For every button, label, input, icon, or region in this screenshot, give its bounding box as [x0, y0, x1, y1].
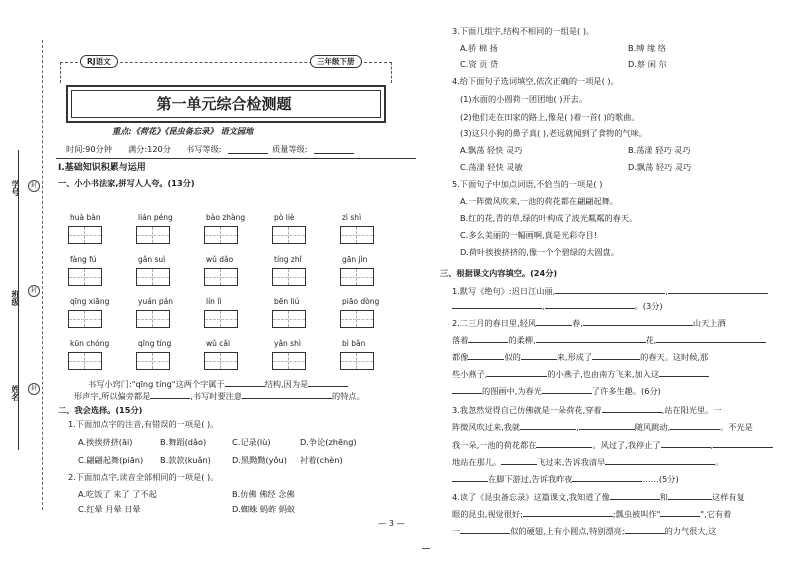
pinyin-label: bēn liú	[274, 297, 300, 306]
writing-grade-label: 书写等级:	[186, 144, 222, 154]
q4-2: (2)他们走在田家的路上,像是( )着一首( )的歌曲。	[460, 112, 640, 122]
time-label: 时间:90分钟	[66, 144, 112, 154]
writing-grid[interactable]	[204, 268, 238, 286]
writing-grid[interactable]	[68, 310, 102, 328]
q2-1-option: B.舞蹈(dǎo)	[160, 437, 207, 447]
writing-grid[interactable]	[272, 268, 306, 286]
writing-grid[interactable]	[204, 352, 238, 370]
grid-cell[interactable]	[153, 353, 169, 369]
grid-cell[interactable]	[205, 353, 221, 369]
q3-option: A.骄 棉 扬	[460, 43, 498, 53]
fill-3-line2: 阵微风吹过来,我就 , 随风跳动, 。不光是	[452, 422, 753, 432]
grid-cell[interactable]	[69, 269, 85, 285]
q4-option: B.荡漾 轻巧 灵巧	[628, 145, 691, 155]
writing-grid[interactable]	[340, 268, 374, 286]
grid-cell[interactable]	[137, 353, 153, 369]
q2-2: 2.下面加点字,读音全部相同的一项是( )。	[68, 472, 219, 482]
q2-1-option: C.翩翩起舞(piān)	[78, 455, 144, 465]
grid-cell[interactable]	[273, 227, 289, 243]
q5-option: A.一阵微风吹来,一池的荷花都在翩翩起舞。	[460, 196, 619, 206]
grid-cell[interactable]	[205, 227, 221, 243]
pinyin-label: bì bǎn	[342, 339, 366, 348]
fill-4-line2: 眼的昆虫,视觉很好; ;瓢虫被叫作" ",它有着	[452, 509, 732, 519]
q4-option: C.荡漾 轻快 灵敏	[460, 162, 523, 172]
q1-title: 一、小小书法家,拼写人人夸。(13分)	[58, 178, 195, 188]
writing-grid[interactable]	[136, 268, 170, 286]
pinyin-label: lián péng	[138, 213, 173, 222]
q2-1-option: 衬着(chèn)	[300, 455, 343, 465]
grade-tag: 三年级下册	[310, 55, 362, 68]
note-line1: 书写小窍门:"qīng tíng"这两个字属于 结构,因为是	[88, 379, 348, 389]
q3: 3.下面几组字,结构不相同的一组是( )。	[452, 26, 595, 36]
grid-cell[interactable]	[153, 311, 169, 327]
focus-line: 重点:《荷花》《昆虫备忘录》 语文园地	[112, 126, 254, 136]
q4-option: A.飘荡 轻快 灵巧	[460, 145, 523, 155]
binding-hole: 封	[28, 180, 40, 192]
pinyin-label: tíng zhǐ	[274, 255, 302, 264]
writing-grid[interactable]	[136, 352, 170, 370]
grid-cell[interactable]	[221, 269, 237, 285]
q2-title: 二、我会选择。(15分)	[58, 405, 143, 415]
fill-3: 3.我忽然觉得自己仿佛就是一朵荷花,穿着 ,站在阳光里。一	[452, 405, 722, 415]
q2-2-option: B.仿佛 佛经 念佛	[232, 489, 295, 499]
fill-1: 1.默写《绝句》:迟日江山丽, ,	[452, 286, 768, 296]
student-id-label: 学号	[11, 180, 20, 196]
grid-cell[interactable]	[221, 311, 237, 327]
divider	[56, 158, 416, 159]
fill-3-line3: 我一朵,一池的荷花都在 。风过了,我停止了 ,	[452, 440, 773, 450]
fill-2-line2: 落着 的柔柳, 花,	[452, 335, 766, 345]
pinyin-label: piāo dòng	[342, 297, 380, 306]
grid-cell[interactable]	[289, 311, 305, 327]
writing-grid[interactable]	[272, 310, 306, 328]
note-line2: 形声字,所以偏旁都是 ,书写时要注意 的特点。	[74, 391, 365, 401]
writing-grid[interactable]	[272, 352, 306, 370]
subject-tag: RJ语文	[80, 55, 118, 68]
pinyin-label: gǎn suì	[138, 255, 166, 264]
grid-cell[interactable]	[273, 311, 289, 327]
writing-grid[interactable]	[68, 268, 102, 286]
grid-cell[interactable]	[357, 353, 373, 369]
writing-grid[interactable]	[340, 352, 374, 370]
grid-cell[interactable]	[153, 227, 169, 243]
name-label: 姓名	[11, 385, 20, 401]
grid-cell[interactable]	[357, 227, 373, 243]
grid-cell[interactable]	[221, 227, 237, 243]
writing-grid[interactable]	[68, 226, 102, 244]
fill-4-line3: 一 似的硬翅,上有小圆点,特别漂亮; 的力气很大,这	[452, 526, 717, 536]
grid-cell[interactable]	[69, 353, 85, 369]
section3-title: 三、根据课文内容填空。(24分)	[440, 268, 558, 278]
fill-2-line5: 的图画中,为春光 了许多生趣。(6分)	[452, 386, 661, 396]
q2-1: 1.下面加点字的注音,有错误的一项是( )。	[68, 419, 219, 429]
fill-1b: , 。(3分)	[452, 301, 663, 311]
writing-grid[interactable]	[340, 310, 374, 328]
q2-1-option: C.记录(lù)	[232, 437, 271, 447]
fill-4: 4.读了《昆虫备忘录》这篇课文,我知道了像 和 这样有复	[452, 492, 745, 502]
pinyin-label: bào zhàng	[206, 213, 246, 222]
q2-1-option: D.争论(zhēng)	[300, 437, 357, 447]
grid-cell[interactable]	[273, 353, 289, 369]
q5-option: D.荷叶挨挨挤挤的,像一个个碧绿的大圆盘。	[460, 247, 619, 257]
q2-1-option: A.挨挨挤挤(āi)	[78, 437, 133, 447]
q4: 4.给下面句子选词填空,依次正确的一项是( )。	[452, 76, 619, 86]
writing-grid[interactable]	[340, 226, 374, 244]
grid-cell[interactable]	[137, 269, 153, 285]
class-label: 班级	[11, 290, 20, 306]
grid-cell[interactable]	[357, 311, 373, 327]
grid-cell[interactable]	[341, 311, 357, 327]
page-title: 第一单元综合检测题	[156, 95, 292, 113]
page-number: — 3 —	[378, 518, 405, 528]
grid-cell[interactable]	[205, 311, 221, 327]
q4-1: (1)水面的小圆荷一团团地( )开去。	[460, 94, 588, 104]
binding-strip	[8, 40, 43, 510]
q2-2-option: A.吃饭了 来了 了不起	[78, 489, 157, 499]
grid-cell[interactable]	[341, 269, 357, 285]
q4-3: (3)这只小狗的鼻子真( ),老远就闻到了食物的气味。	[460, 128, 647, 138]
quality-grade-field[interactable]	[314, 153, 354, 154]
pinyin-label: yǎn shì	[274, 339, 301, 348]
grid-cell[interactable]	[289, 227, 305, 243]
fill-2: 2.二三月的春日里,轻风 春, 山天上洒	[452, 318, 726, 328]
q5-option: B.红的花,青的草,绿的叶构成了波光粼粼的春天。	[460, 213, 638, 223]
q2-2-option: D.蜘蛛 蚂蚱 蚂蚁	[232, 504, 296, 514]
fill-2-line3: 都像 似的 来,形成了 的春天。这时候,那	[452, 352, 709, 362]
q2-1-option: D.黑黝黝(yǒu)	[232, 455, 287, 465]
grid-cell[interactable]	[205, 269, 221, 285]
pinyin-label: zì shì	[342, 213, 362, 222]
pinyin-label: qīng tíng	[138, 339, 172, 348]
grid-cell[interactable]	[341, 227, 357, 243]
binding-hole: 封	[28, 285, 40, 297]
q3-option: B.缚 缘 络	[628, 43, 666, 53]
fill-3-line5: 在脚下游过,告诉我昨夜 ……(5分)	[452, 474, 679, 484]
pinyin-label: lín lì	[206, 297, 222, 306]
pinyin-label: wǔ dǎo	[206, 255, 234, 264]
writing-grid[interactable]	[204, 226, 238, 244]
q3-option: D.蔡 闲 尔	[628, 59, 667, 69]
pinyin-label: kūn chóng	[70, 339, 110, 348]
grid-cell[interactable]	[85, 311, 101, 327]
margin-line	[18, 150, 20, 450]
pinyin-label: qīng xiāng	[70, 297, 110, 306]
writing-grid[interactable]	[204, 310, 238, 328]
grid-cell[interactable]	[69, 227, 85, 243]
grid-cell[interactable]	[137, 311, 153, 327]
grid-cell[interactable]	[289, 353, 305, 369]
pinyin-label: fàng fú	[70, 255, 97, 264]
grid-cell[interactable]	[137, 227, 153, 243]
quality-grade-label: 质量等级:	[272, 144, 308, 154]
grid-cell[interactable]	[85, 227, 101, 243]
grid-cell[interactable]	[221, 353, 237, 369]
grid-cell[interactable]	[357, 269, 373, 285]
center-mark	[422, 548, 430, 549]
grid-cell[interactable]	[69, 311, 85, 327]
writing-grade-field[interactable]	[228, 153, 268, 154]
pinyin-label: wǔ cǎi	[206, 339, 231, 348]
grid-cell[interactable]	[85, 269, 101, 285]
grid-cell[interactable]	[289, 269, 305, 285]
fill-2-line4: 些小燕子, 的小燕子,也由南方飞来,加入这	[452, 369, 709, 379]
q3-option: C.资 贡 贷	[460, 59, 499, 69]
q5-option: C.多么美丽的一幅画啊,真是光彩夺目!	[460, 230, 598, 240]
fill-3-line4: 地站在那儿。 飞过来,告诉我清早 。	[452, 457, 724, 467]
q5: 5.下面句子中加点词语,不恰当的一项是( )	[452, 179, 603, 189]
writing-grid[interactable]	[272, 226, 306, 244]
writing-grid[interactable]	[68, 352, 102, 370]
grid-cell[interactable]	[85, 353, 101, 369]
writing-grid[interactable]	[136, 226, 170, 244]
q2-2-option: C.红晕 月晕 日晕	[78, 504, 141, 514]
writing-grid[interactable]	[136, 310, 170, 328]
section1-title: Ⅰ.基础知识积累与运用	[58, 163, 146, 173]
pinyin-label: gān jìn	[342, 255, 368, 264]
q4-option: D.飘荡 轻巧 灵巧	[628, 162, 692, 172]
score-label: 满分:120分	[128, 144, 171, 154]
pinyin-label: yuán pán	[138, 297, 174, 306]
pinyin-label: huà bàn	[70, 213, 101, 222]
grid-cell[interactable]	[273, 269, 289, 285]
binding-hole: 封	[28, 383, 40, 395]
grid-cell[interactable]	[341, 353, 357, 369]
pinyin-label: pò liè	[274, 213, 295, 222]
grid-cell[interactable]	[153, 269, 169, 285]
q2-1-option: B.款款(kuǎn)	[160, 455, 211, 465]
